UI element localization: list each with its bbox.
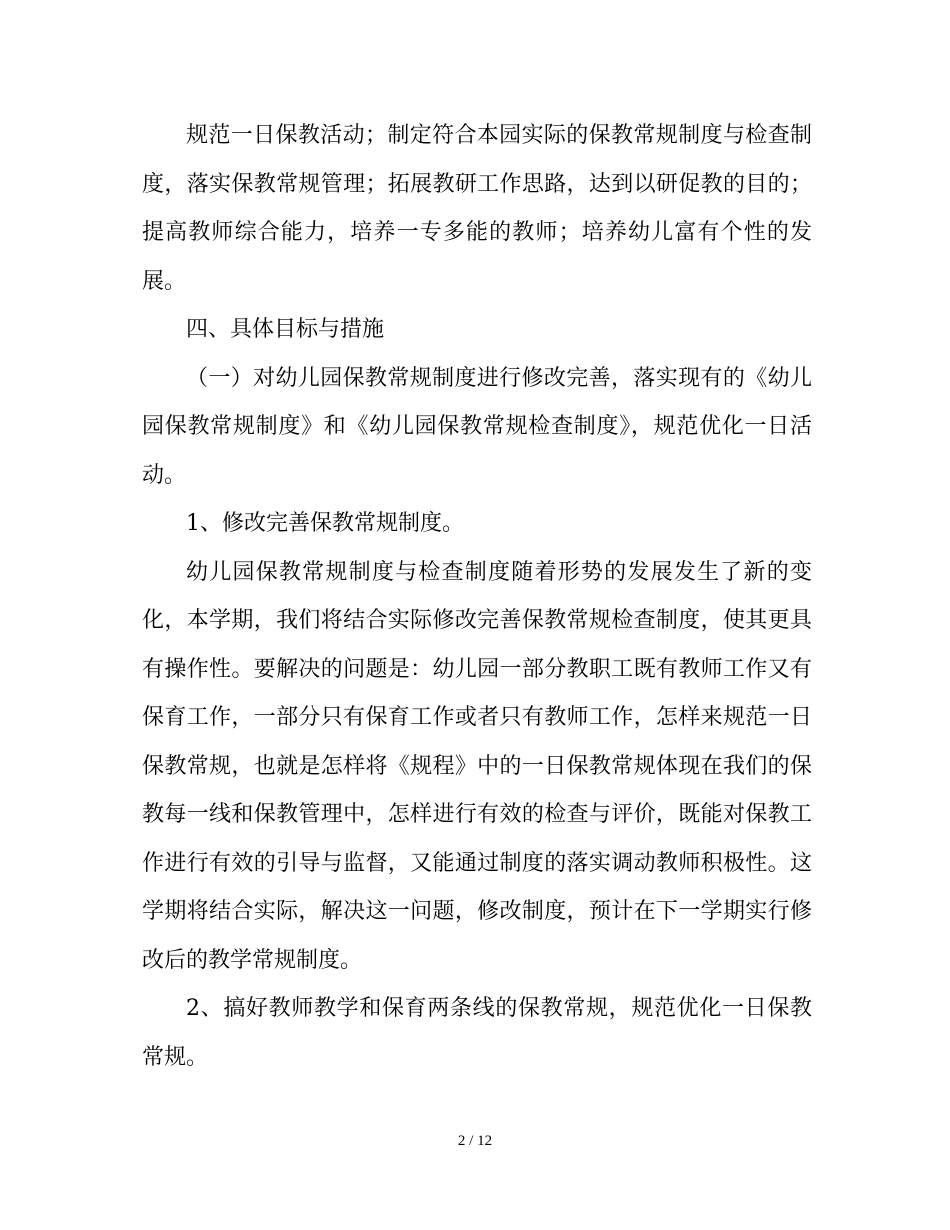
subsection-heading-one: （一）对幼儿园保教常规制度进行修改完善，落实现有的《幼儿园保教常规制度》和《幼儿园保教常规检查制度》，规范优化一日活动。: [142, 365, 812, 488]
page-number: 2 / 12: [457, 1133, 493, 1149]
paragraph-revision-details: 幼儿园保教常规制度与检查制度随着形势的发展发生了新的变化，本学期，我们将结合实际修改完善保教常规检查制度，使其更具有操作性。要解决的问题是：幼儿园一部分教职工既有教师工作又有保育工作，一部分只有保育工作或者只有教师工作，怎样来规范一日保教常规，也就是怎样将《规程》中的一日保教常规体现在我们的保教每一线和保教管理中，怎样进行有效的检查与评价，既能对保教工作进行有效的引导与监督，又能通过制度的落实调动教师积极性。这学期将结合实际，解决这一问题，修改制度，预计在下一学期实行修改后的教学常规制度。: [142, 559, 812, 973]
item-heading-1: 1、修改完善保教常规制度。: [186, 511, 464, 536]
section-heading-specific-goals: 四、具体目标与措施: [186, 317, 385, 342]
paragraph-goals-summary: 规范一日保教活动；制定符合本园实际的保教常规制度与检查制度，落实保教常规管理；拓展教研工作思路，达到以研促教的目的；提高教师综合能力，培养一专多能的教师；培养幼儿富有个性的发展。: [142, 123, 812, 294]
item-heading-2: 2、搞好教师教学和保育两条线的保教常规，规范优化一日保教常规。: [142, 996, 812, 1070]
document-body: [142, 112, 812, 1082]
